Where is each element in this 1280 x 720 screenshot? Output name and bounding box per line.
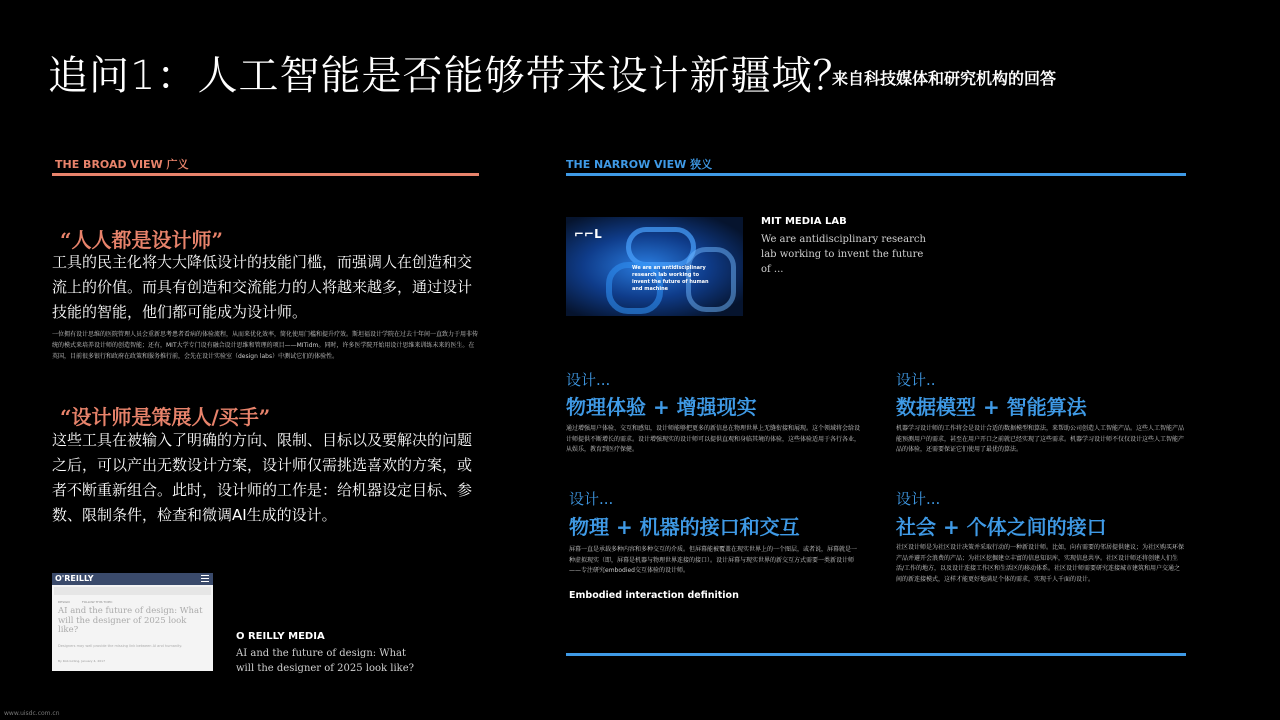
card-2-desc: 机器学习设计师的工作将会是设计合适的数据模型和算法，来帮助公司创造人工智能产品。这些人工智能产品能预测用户的需求，甚至在用户开口之前就已经实现了这些需求。机器学习设计师不仅仅设计这些人工智能产品的体验，还需要保证它们使用了最优的算法。 [896, 425, 1185, 453]
narrow-view-bottom-divider [566, 653, 1186, 656]
broad-view-divider [52, 173, 479, 176]
oreilly-follow-link: FOLLOW THIS TOPIC [82, 600, 113, 604]
mit-thumb-text: We are an antidisciplinary research lab working to invent the future of human and machine [632, 265, 709, 292]
card-3-desc: 屏幕一直是承载多种内容和多种交互的介质。但屏幕能被覆盖在现实世界上的一个图层，或者说，屏幕就是一种虚拟现实（即，屏幕是机器与物理世界连接的接口）。设计屏幕与现实世界的新交互方式需要一类新设计师——专注研究embodied交互体验的设计师。 [569, 546, 858, 574]
quote-curator: “设计师是策展人/买手” [60, 405, 271, 429]
broad-note-1: 一位拥有设计思维的医院管理人员会重新思考患者看病的体验流程，从而来优化效率，简化使用门槛和提升疗效。斯坦福设计学院在过去十年间一直致力于用非传统的模式来培养设计师的创造智能；还有，MIT大学专门设有融合设计思维和管理的项目——MITidm。同时，许多医学院开始用设计思维来训练未来的医生。在英国，目前很多银行和政府在政策和服务推行前，会先在设计实验室（design labs）中测试它们的体验性。 [52, 331, 479, 360]
mit-media-lab-thumbnail[interactable] [566, 217, 743, 316]
quote-everyone-designer: “人人都是设计师” [60, 228, 224, 252]
oreilly-thumb-byline: By Rob Girling, January 4, 2017 [58, 659, 105, 663]
narrow-view-label: THE NARROW VIEW 狭义 [566, 158, 713, 171]
card-4-kicker: 设计... [896, 490, 941, 508]
card-3-headline: 物理 + 机器的接口和交互 [569, 515, 800, 539]
card-4-headline: 社会 + 个体之间的接口 [896, 515, 1107, 539]
card-3-kicker: 设计... [569, 490, 614, 508]
broad-view-label: THE BROAD VIEW 广义 [55, 158, 189, 171]
page-title: 追问1：人工智能是否能够带来设计新疆域？ [48, 53, 854, 99]
card-2-kicker: 设计.. [896, 371, 936, 389]
oreilly-thumb-headline: AI and the future of design: What will the designer of 2025 look like? [58, 606, 203, 635]
card-2-headline: 数据模型 + 智能算法 [896, 395, 1087, 419]
oreilly-tag: DESIGN [58, 600, 70, 604]
oreilly-source-title: O REILLY MEDIA [236, 631, 325, 642]
mit-source-desc: We are antidisciplinary research lab working to invent the future of ... [761, 234, 926, 275]
broad-paragraph-1: 工具的民主化将大大降低设计的技能门槛，而强调人在创造和交流上的价值。而具有创造和交流能力的人将越来越多，通过设计技能的智能，他们都可能成为设计师。 [52, 253, 473, 321]
narrow-view-divider [566, 173, 1186, 176]
decorative-blob [626, 227, 696, 267]
mit-logo-icon: ⌐⌐L [574, 227, 602, 241]
page-subtitle: 来自科技媒体和研究机构的回答 [832, 69, 1057, 88]
oreilly-thumb-sub: Designers may well provide the missing link between AI and humanity. [58, 644, 183, 648]
card-4-desc: 社区设计师是为社区设计决策并采取行动的一种新设计师。比如，向有需要的邻居提供建议；为社区购买环保产品并避开会浪费的产品；为社区挖掘建立丰富的信息知识库，实现信息共享。社区设计师还将创建人们生活/工作的地方，以及设计连接工作区和生活区的移动体系。社区设计师需要研究连接城市建筑和用户交通之间的新连接模式，这样才能更好地满足个体的需求，实现千人千面的设计。 [896, 544, 1185, 583]
embodied-interaction-link[interactable]: Embodied interaction definition [569, 590, 739, 601]
card-1-desc: 通过增强用户体验、交互和感知，设计师能够把更多的新信息在物理世界上无缝衔接和展现。这个领域将会给设计师提供不断增长的需求。设计增强现实的设计师可以提供直观和身临其境的体验，这些体验适用于各行各业，从娱乐，教育到医疗保健。 [566, 425, 861, 453]
broad-paragraph-2: 这些工具在被输入了明确的方向、限制、目标以及要解决的问题之后，可以产出无数设计方案，设计师仅需挑选喜欢的方案，或者不断重新组合。此时，设计师的工作是：给机器设定目标、参数、限制条件，检查和微调AI生成的设计。 [52, 431, 473, 524]
oreilly-logo: O'REILLY [55, 574, 94, 583]
oreilly-nav-strip [54, 587, 211, 595]
card-1-kicker: 设计... [566, 371, 611, 389]
oreilly-source-desc: AI and the future of design: What will the designer of 2025 look like? [236, 648, 414, 674]
menu-icon [201, 575, 209, 576]
mit-source-title: MIT MEDIA LAB [761, 216, 847, 227]
footer-url: www.uisdc.com.cn [4, 710, 60, 717]
oreilly-article-thumbnail[interactable] [52, 573, 213, 671]
card-1-headline: 物理体验 + 增强现实 [566, 395, 757, 419]
